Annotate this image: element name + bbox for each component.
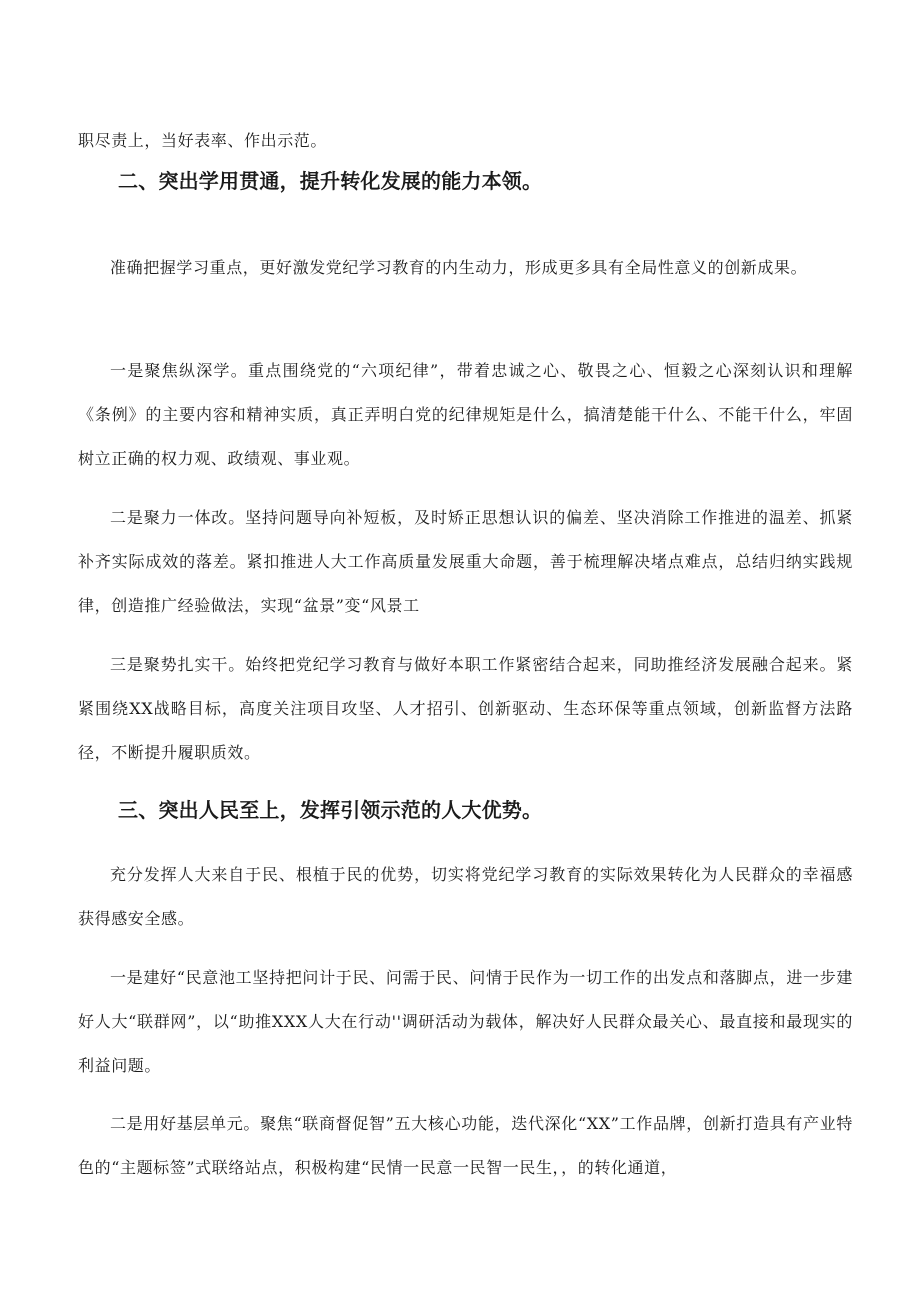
- section-heading-3: 三、突出人民至上，发挥引领示范的人大优势。: [118, 798, 543, 822]
- paragraph-intro-2: 准确把握学习重点，更好激发党纪学习教育的内生动力，形成更多具有全局性意义的创新成果。: [110, 258, 808, 277]
- paragraph-intro-3: 充分发挥人大来自于民、根植于民的优势，切实将党纪学习教育的实际效果转化为人民群众的幸福感获得感安全感。: [78, 865, 853, 928]
- paragraph-point-3-1: 一是建好“民意池工坚持把问计于民、问需于民、问情于民作为一切工作的出发点和落脚点，进一步建好人大“联群网”，以“助推XXX人大在行动''调研活动为载体，解决好人民群众最关心、最直接和最现实的利益问题。: [78, 968, 853, 1075]
- paragraph-point-2-1: 一是聚焦纵深学。重点围绕党的“六项纪律”，带着忠诚之心、敬畏之心、恒毅之心深刻认识和理解《条例》的主要内容和精神实质，真正弄明白党的纪律规矩是什么，搞清楚能干什么、不能干什么，牢固树立正确的权力观、政绩观、事业观。: [78, 361, 853, 468]
- paragraph-point-3-2: 二是用好基层单元。聚焦“联商督促智”五大核心功能，迭代深化“XX”工作品牌，创新打造具有产业特色的“主题标签”式联络站点，积极构建“民情一民意一民智一民生，，的转化通道，: [78, 1114, 853, 1177]
- paragraph-point-2-2: 二是聚力一体改。坚持问题导向补短板，及时矫正思想认识的偏差、坚决消除工作推进的温差、抓紧补齐实际成效的落差。紧扣推进人大工作高质量发展重大命题，善于梳理解决堵点难点，总结归纳实践规律，创造推广经验做法，实现“盆景”变“风景工: [78, 508, 853, 615]
- section-heading-2: 二、突出学用贯通，提升转化发展的能力本领。: [118, 169, 543, 193]
- paragraph-point-2-3: 三是聚势扎实干。始终把党纪学习教育与做好本职工作紧密结合起来，同助推经济发展融合起来。紧紧围绕XX战略目标，高度关注项目攻坚、人才招引、创新驱动、生态环保等重点领域，创新监督方法路径，不断提升履职质效。: [78, 655, 853, 762]
- paragraph-continued: 职尽责上，当好表率、作出示范。: [78, 131, 328, 150]
